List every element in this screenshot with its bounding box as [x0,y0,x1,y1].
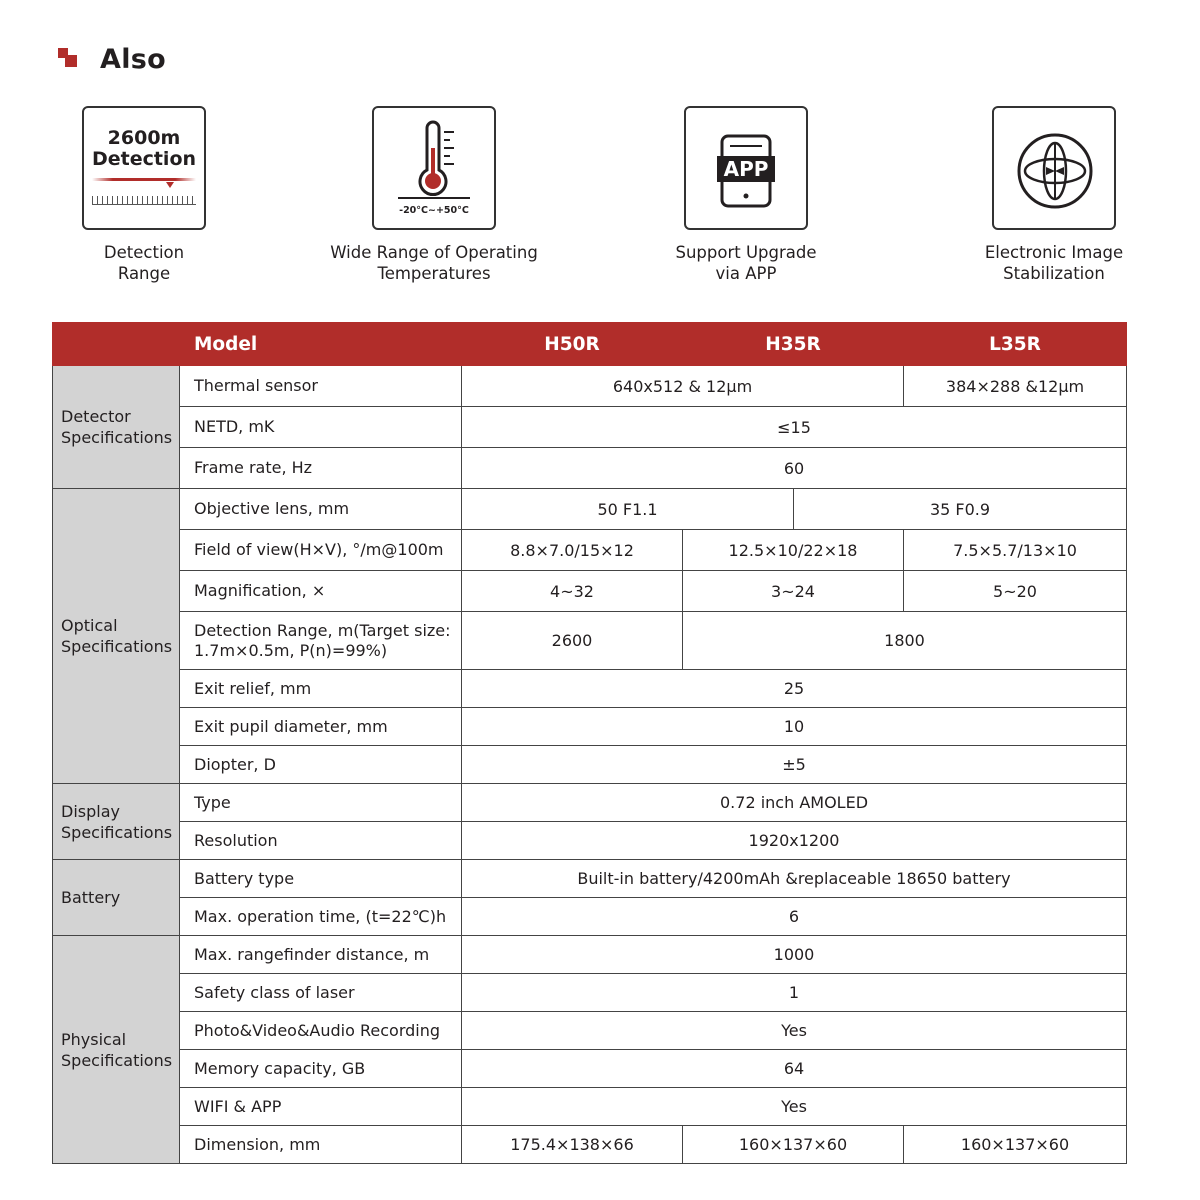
badge-detection: Detection [91,148,197,170]
value-cell: 175.4×138×66 [462,1126,683,1164]
param-label: Magnification, × [180,571,462,612]
feature-image-stabilization [924,106,1184,284]
value-cell: 3~24 [683,571,904,612]
group-detector: Detector Specifications [53,366,180,489]
value-cell: 1000 [462,936,1127,974]
stabilization-icon [992,106,1116,230]
table-row [53,860,1127,898]
param-label: Exit pupil diameter, mm [180,708,462,746]
feature-operating-temperature [304,106,564,284]
group-physical: Physical Specifications [53,936,180,1164]
param-label: Detection Range, m(Target size: 1.7m×0.5m, P(n)=99%) [180,612,462,670]
table-row [53,1088,1127,1126]
value-cell: 640x512 & 12μm [462,366,904,407]
param-label: Resolution [180,822,462,860]
table-row [53,822,1127,860]
param-label: Memory capacity, GB [180,1050,462,1088]
table-row [53,571,1127,612]
specifications-table [52,322,1127,1164]
param-label: Dimension, mm [180,1126,462,1164]
value-cell: ±5 [462,746,1127,784]
param-label: Diopter, D [180,746,462,784]
value-cell: 0.72 inch AMOLED [462,784,1127,822]
table-row [53,366,1127,407]
param-label: Battery type [180,860,462,898]
value-cell: Built-in battery/4200mAh &replaceable 18650 battery [462,860,1127,898]
table-row [53,1126,1127,1164]
app-badge-text: APP [723,157,769,181]
table-row [53,974,1127,1012]
table-row [53,407,1127,448]
value-cell: 60 [462,448,1127,489]
section-heading [58,42,166,76]
table-row [53,612,1127,670]
heading-squares-icon [58,46,84,72]
table-row [53,670,1127,708]
table-row [53,708,1127,746]
feature-label: Wide Range of Operating Temperatures [330,243,538,283]
param-label: Field of view(H×V), °/m@100m [180,530,462,571]
param-label: Type [180,784,462,822]
value-cell: ≤15 [462,407,1127,448]
thermometer-icon [372,106,496,230]
header-h35r: H35R [683,323,904,366]
value-cell: 1 [462,974,1127,1012]
feature-label: Detection Range [103,243,185,283]
param-label: NETD, mK [180,407,462,448]
value-cell: 50 F1.1 [462,489,794,530]
table-row [53,936,1127,974]
group-display: Display Specifications [53,784,180,860]
table-row [53,1050,1127,1088]
table-row [53,784,1127,822]
table-row [53,1012,1127,1050]
badge-distance: 2600m [107,127,181,149]
value-cell: 1800 [683,612,1127,670]
value-cell: 160×137×60 [683,1126,904,1164]
feature-label: Support Upgrade via APP [675,243,817,283]
param-label: Exit relief, mm [180,670,462,708]
value-cell: 7.5×5.7/13×10 [904,530,1127,571]
value-cell: 1920x1200 [462,822,1127,860]
param-label: Frame rate, Hz [180,448,462,489]
header-model: Model [180,323,462,366]
feature-app-upgrade [616,106,876,284]
value-cell: 4~32 [462,571,683,612]
feature-label: Electronic Image Stabilization [984,243,1124,283]
value-cell: 6 [462,898,1127,936]
param-label: Max. operation time, (t=22℃)h [180,898,462,936]
value-cell: 10 [462,708,1127,746]
table-header-row [53,323,1127,366]
group-battery: Battery [53,860,180,936]
header-l35r: L35R [904,323,1127,366]
value-cell: 2600 [462,612,683,670]
value-cell: 12.5×10/22×18 [683,530,904,571]
group-optical: Optical Specifications [53,489,180,784]
param-label: Photo&Video&Audio Recording [180,1012,462,1050]
param-label: WIFI & APP [180,1088,462,1126]
value-cell: 384×288 &12μm [904,366,1127,407]
value-cell: Yes [462,1088,1127,1126]
temperature-range: -20°C~+50°C [399,205,469,216]
param-label: Safety class of laser [180,974,462,1012]
feature-detection-range [14,106,274,284]
table-row [53,448,1127,489]
value-cell: 25 [462,670,1127,708]
table-row [53,898,1127,936]
value-cell: 35 F0.9 [794,489,1127,530]
header-h50r: H50R [462,323,683,366]
heading-title: Also [100,43,166,75]
param-label: Max. rangefinder distance, m [180,936,462,974]
app-phone-icon [684,106,808,230]
table-row [53,530,1127,571]
value-cell: 160×137×60 [904,1126,1127,1164]
table-row [53,746,1127,784]
value-cell: 64 [462,1050,1127,1088]
value-cell: 8.8×7.0/15×12 [462,530,683,571]
param-label: Objective lens, mm [180,489,462,530]
table-row [53,489,1127,530]
detection-range-icon [82,106,206,230]
param-label: Thermal sensor [180,366,462,407]
value-cell: 5~20 [904,571,1127,612]
value-cell: Yes [462,1012,1127,1050]
